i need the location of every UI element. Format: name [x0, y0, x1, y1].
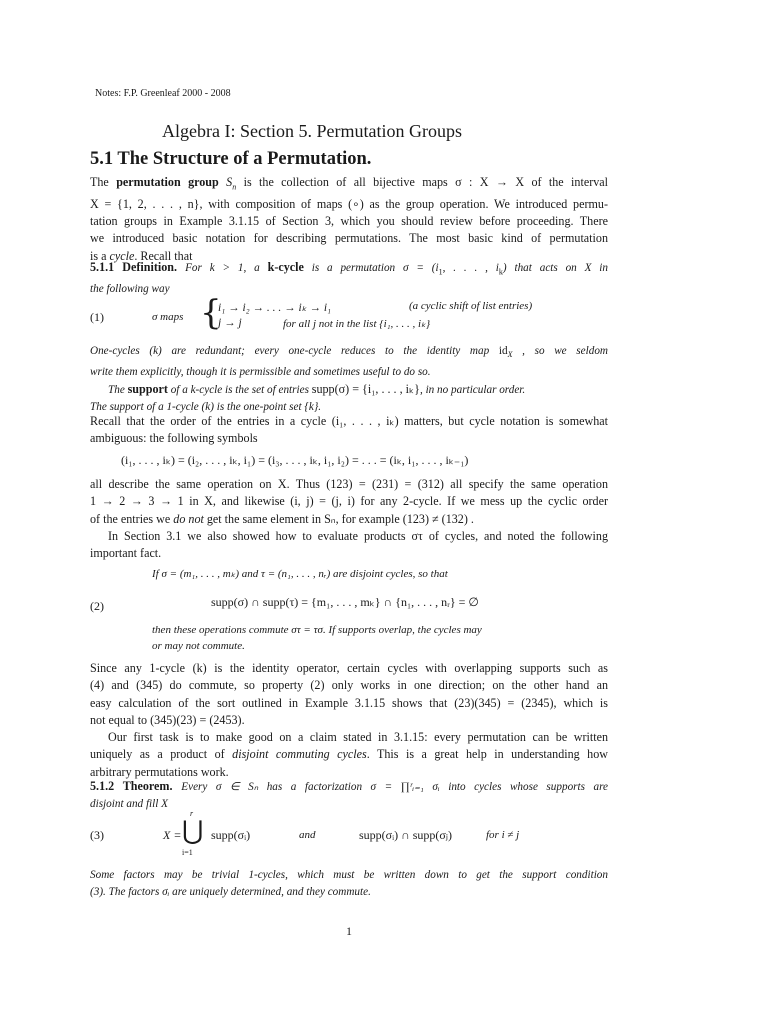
equation-3-lhs: X =	[163, 828, 182, 842]
describe-line-1: all describe the same operation on X. Thus (123) = (231) = (312) all specify the same operation	[90, 477, 608, 491]
recall-line-1: Recall that the order of the entries in a cycle (i₁, . . . , iₖ) matters, but cycle notation is somewhat	[90, 414, 608, 428]
theorem-line-2: disjoint and fill X	[90, 798, 169, 811]
describe-line-3: of the entries we do not get the same element in Sₙ, for example (123) ≠ (132) .	[90, 511, 474, 526]
since-line-2: (4) and (345) do commute, so property (2) only works in one direction; on the other hand an	[90, 678, 608, 693]
intro-line-4: we introduced basic notation for describing permutations. The most basic kind of permutation	[90, 231, 608, 246]
describe-line-5: important fact.	[90, 546, 162, 561]
equation-2-conclusion-1: then these operations commute στ = τσ. If supports overlap, the cycles may	[152, 624, 482, 636]
equation-1-row-1: i₁ → i₂ → . . . → iₖ → i₁	[218, 302, 332, 314]
big-union-symbol: ⋃	[182, 816, 204, 846]
intro-line-3: tation groups in Example 3.1.15 of Section 3, which you should review before proceeding. There	[90, 214, 608, 228]
since-line-7: arbitrary permutations work.	[90, 764, 229, 779]
describe-line-2: 1 → 2 → 3 → 1 in X, and likewise (i, j) = (j, i) for any 2-cycle. If we mess up the cyclic order	[90, 494, 608, 509]
theorem-5-1-2	[90, 778, 608, 814]
cycle-equivalence-equation: (i₁, . . . , iₖ) = (i₂, . . . , iₖ, i₁) = (i₃, . . . , iₖ, i₁, i₂) = . . . = (iₖ, i₁, . . . , iₖ₋₁)	[121, 453, 469, 467]
support-definition-line: The support of a k-cycle is the set of entries supp(σ) = {i₁, . . . , iₖ}, in no particular order.	[108, 381, 526, 396]
since-line-5: Our first task is to make good on a claim stated in 3.1.15: every permutation can be written	[108, 730, 608, 745]
equation-1-number: (1)	[90, 310, 104, 324]
definition-5-1-1	[90, 259, 608, 298]
equation-3-rhs: supp(σᵢ) ∩ supp(σⱼ)	[359, 828, 452, 842]
left-brace: {	[200, 293, 222, 333]
since-line-4: not equal to (345)(23) = (2453).	[90, 712, 245, 727]
same-operation-paragraph	[90, 476, 608, 562]
equation-3-number: (3)	[90, 828, 104, 842]
theorem-label: 5.1.2 Theorem.	[90, 779, 173, 793]
union-lower-limit: i=1	[182, 848, 193, 857]
section-title: Algebra I: Section 5. Permutation Groups	[162, 121, 462, 141]
support-1-cycle-line: The support of a 1-cycle (k) is the one-point set {k}.	[90, 401, 322, 414]
equation-2-premise: If σ = (m₁, . . . , mₖ) and τ = (n₁, . . . , nᵣ) are disjoint cycles, so that	[152, 568, 448, 580]
equation-3-and: and	[299, 829, 316, 841]
intro-line-1: The permutation group $S_n$ is the collection of all bijective maps σ : X → X of the interval	[90, 175, 608, 192]
commute-discussion-paragraph	[90, 660, 608, 781]
equation-3-union-term: supp(σᵢ)	[211, 828, 251, 842]
equation-2-main: supp(σ) ∩ supp(τ) = {m₁, . . . , mₖ} ∩ {n₁, . . . , nᵣ} = ∅	[211, 595, 479, 609]
remark-line-1: One-cycles (k) are redundant; every one-cycle reduces to the identity map $id_X$ , so we seldom	[90, 345, 609, 360]
since-line-3: easy calculation of the sort outlined in Example 3.1.15 shows that (23)(345) = (2345), which is	[90, 695, 608, 710]
intro-line-5: is a cycle. Recall that	[90, 248, 193, 263]
union-upper-limit: r	[190, 809, 194, 818]
recall-line-2: ambiguous: the following symbols	[90, 431, 258, 446]
equation-1-lhs: σ maps	[152, 311, 184, 323]
notes-header: Notes: F.P. Greenleaf 2000 - 2008	[95, 88, 231, 99]
theorem-line-1: 5.1.2 Theorem. Every σ ∈ Sₙ has a factorization σ = ∏ʳᵢ₌₁ σᵢ into cycles whose supports are	[90, 779, 608, 793]
definition-label: 5.1.1 Definition.	[90, 260, 178, 274]
intro-paragraph	[90, 174, 608, 265]
definition-line-1: 5.1.1 Definition. For k > 1, a k-cycle is a permutation $\sigma = (i_1$, . . . , $i_k$) that acts on X in	[90, 260, 608, 277]
describe-line-4: In Section 3.1 we also showed how to evaluate products στ of cycles, and noted the following	[108, 528, 608, 543]
recall-paragraph	[90, 413, 608, 448]
one-cycle-remark	[90, 343, 608, 416]
since-line-1: Since any 1-cycle (k) is the identity operator, certain cycles with overlapping supports such as	[90, 661, 608, 675]
equation-3-condition: for i ≠ j	[486, 829, 520, 841]
equation-1-row-2-note: for all j not in the list {i₁, . . . , iₖ}	[283, 318, 431, 330]
remark-line-2: write them explicitly, though it is permissible and sometimes useful to do so.	[90, 365, 431, 378]
intro-line-2: X = {1, 2, . . . , n}, with composition of maps (∘) as the group operation. We introduced permu-	[90, 196, 608, 211]
subsection-heading: 5.1 The Structure of a Permutation.	[90, 149, 372, 169]
equation-2-conclusion-2: or may not commute.	[152, 640, 245, 652]
theorem-remark-line-2: (3). The factors σᵢ are uniquely determined, and they commute.	[90, 886, 371, 899]
theorem-remark-line-1: Some factors may be trivial 1-cycles, which must be written down to get the support condition	[90, 869, 608, 881]
theorem-remark	[90, 867, 608, 902]
equation-1-row-2: j → j	[218, 317, 242, 329]
since-line-6: uniquely as a product of disjoint commuting cycles. This is a great help in understanding how	[90, 747, 608, 762]
page-number: 1	[346, 924, 352, 938]
equation-2-number: (2)	[90, 599, 104, 613]
definition-line-2: the following way	[90, 282, 170, 295]
equation-1-row-1-note: (a cyclic shift of list entries)	[409, 300, 533, 312]
